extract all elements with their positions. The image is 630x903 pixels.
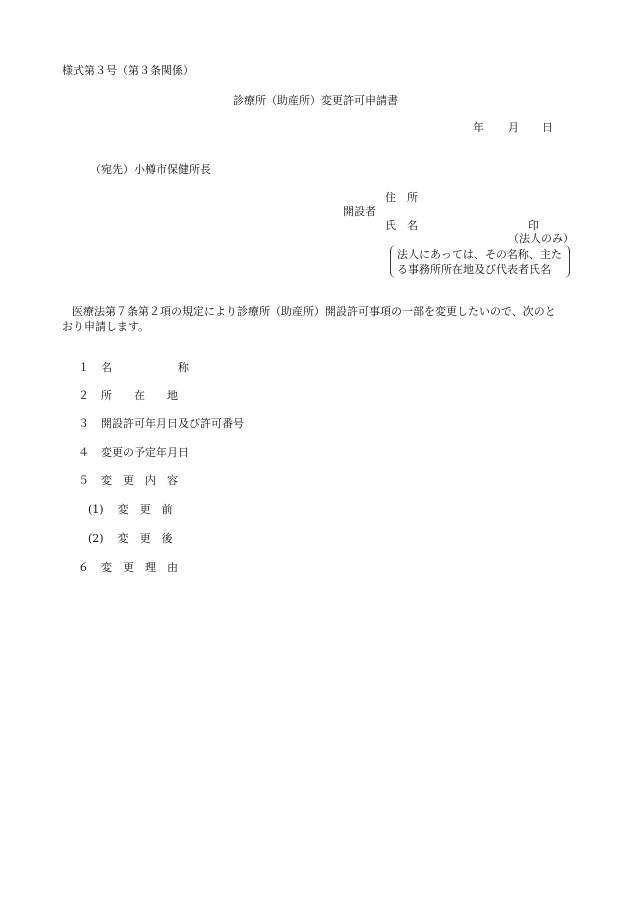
item-label: 変 更 理 由 xyxy=(101,561,178,574)
item-label: 名 称 xyxy=(101,361,189,374)
seal-mark: 印 xyxy=(528,219,539,232)
item-label: 変 更 内 容 xyxy=(101,474,178,487)
form-number: 様式第３号（第３条関係） xyxy=(62,64,194,77)
item-number: ６ xyxy=(78,561,89,574)
list-item xyxy=(88,504,173,515)
list-item xyxy=(88,533,173,544)
item-number: (2) xyxy=(88,532,104,545)
body-text-line2: おり申請します。 xyxy=(62,320,150,333)
list-item xyxy=(78,447,189,458)
item-label: 変更の予定年月日 xyxy=(101,446,189,459)
body-text-line1: 医療法第７条第２項の規定により診療所（助産所）開設許可事項の一部を変更したいので、次のと xyxy=(72,305,556,318)
item-number: ２ xyxy=(78,389,89,402)
name-label: 氏 名 xyxy=(385,219,418,232)
corp-note-bracket xyxy=(390,245,570,278)
list-item xyxy=(78,475,178,486)
corp-note-line1: 法人にあっては、その名称、主た xyxy=(397,248,562,261)
item-label: 変 更 前 xyxy=(117,503,173,516)
item-number: ３ xyxy=(78,417,89,430)
date-year: 年 xyxy=(473,121,484,134)
corp-note-line2: る事務所所在地及び代表者氏名 xyxy=(397,263,551,276)
corp-only-note: （法人のみ） xyxy=(508,232,574,245)
addressee: （宛先）小樽市保健所長 xyxy=(90,163,211,176)
list-item xyxy=(78,562,178,573)
list-item xyxy=(78,418,244,429)
item-number: ５ xyxy=(78,474,89,487)
item-number: ４ xyxy=(78,446,89,459)
list-item xyxy=(78,362,189,373)
item-label: 所 在 地 xyxy=(101,389,178,402)
applicant-label: 開設者 xyxy=(343,205,376,218)
list-item xyxy=(78,390,178,401)
address-label: 住 所 xyxy=(385,191,418,204)
item-number: １ xyxy=(78,361,89,374)
item-label: 開設許可年月日及び許可番号 xyxy=(101,417,244,430)
date-day: 日 xyxy=(542,121,553,134)
date-month: 月 xyxy=(508,121,519,134)
document-title: 診療所（助産所）変更許可申請書 xyxy=(233,94,398,107)
item-label: 変 更 後 xyxy=(117,532,173,545)
item-number: (1) xyxy=(88,503,104,516)
